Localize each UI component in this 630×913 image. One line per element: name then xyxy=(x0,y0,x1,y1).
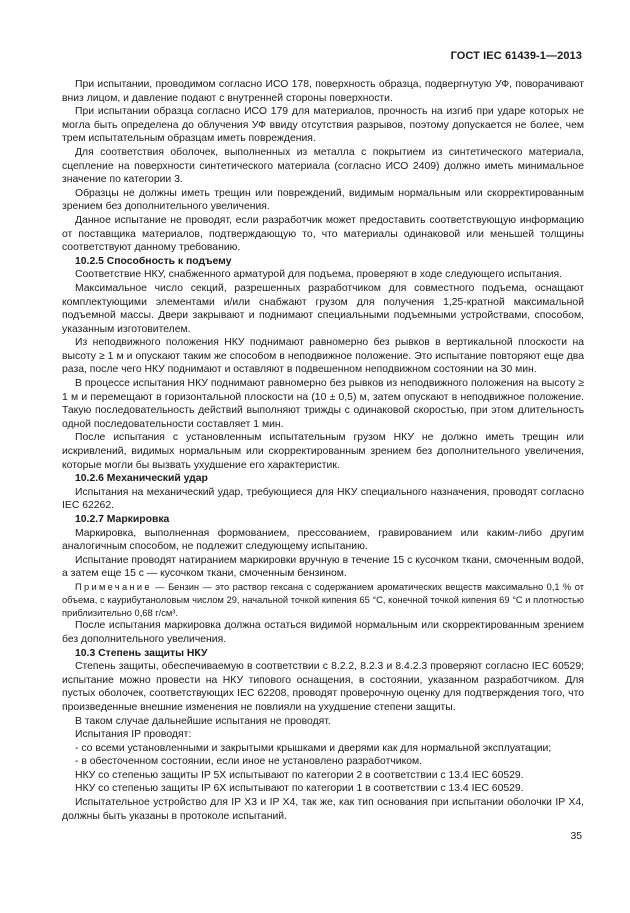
note xyxy=(62,581,584,619)
document-body xyxy=(62,78,584,823)
paragraph: НКУ со степенью защиты IP 6X испытывают по категории 1 в соответствии с 13.4 IEC 60529. xyxy=(75,783,524,795)
paragraph: НКУ со степенью защиты IP 5X испытывают по категории 2 в соответствии с 13.4 IEC 60529. xyxy=(75,769,524,781)
standard-header: ГОСТ IEC 61439-1—2013 xyxy=(450,50,582,62)
paragraph: Испытания IP проводят: xyxy=(75,729,192,741)
paragraph: Испытание проводят натиранием маркировки вручную в течение 15 с кусочком ткани, смоченным водой, а затем еще 15 с — кусочком ткани, смоченным бензином. xyxy=(62,554,584,580)
note-text: — Бензин — это раствор гексана с содержанием ароматических веществ максимально 0,1 % от объема, с каурибутаноловым числом 29, начальной точкой кипения 65 °С, конечной точкой кипения 69 °С и плотностью приблизительно 0,68 г/см³. xyxy=(62,581,584,618)
section-heading-10-2-5: 10.2.5 Способность к подъему xyxy=(75,255,232,267)
paragraph: Данное испытание не проводят, если разработчик может предоставить соответствующую информацию от поставщика материалов, подтверждающую то, что материалы одинаковой или меньшей толщины соответствуют данному требованию. xyxy=(62,214,584,254)
paragraph: В таком случае дальнейшие испытания не проводят. xyxy=(75,715,331,727)
list-item: - со всеми установленными и закрытыми крышками и дверями как для нормальной эксплуатации; xyxy=(75,742,552,754)
paragraph: Образцы не должны иметь трещин или повреждений, видимым нормальным или скорректированным зрением без дополнительного увеличения. xyxy=(62,187,584,213)
paragraph: После испытания маркировка должна остаться видимой нормальным или скорректированным зрением без дополнительного увеличения. xyxy=(62,620,584,645)
paragraph: Для соответствия оболочек, выполненных из металла с покрытием из синтетического материала, сцепление на поверхности синтетического материала (согласно ИСО 2409) должно иметь минимальное значение по категории 3. xyxy=(62,146,584,186)
note-label: Примечание xyxy=(75,581,152,592)
paragraph: Соответствие НКУ, снабженного арматурой для подъема, проверяют в ходе следующего испытания. xyxy=(75,269,563,281)
paragraph: Испытания на механический удар, требующиеся для НКУ специального назначения, проводят согласно IEC 62262. xyxy=(62,486,584,512)
paragraph: Из неподвижного положения НКУ поднимают равномерно без рывков в вертикальной плоскости на высоту ≥ 1 м и опускают таким же способом в неподвижное положение. Это испытание повторяют еще два раза, после чего НКУ поднимают и оставляют в подвешенном неподвижном состоянии на 30 мин. xyxy=(62,337,584,376)
paragraph: При испытании образца согласно ИСО 179 для материалов, прочность на изгиб при ударе которых не могла быть определена до облучения УФ ввиду отсутствия разрывов, поэтому допускается не более, чем трем испытательным образцам иметь повреждения. xyxy=(62,106,584,145)
section-heading-10-2-6: 10.2.6 Механический удар xyxy=(75,473,208,485)
section-heading-10-2-7: 10.2.7 Маркировка xyxy=(75,514,170,525)
paragraph: После испытания с установленным испытательным грузом НКУ не должно иметь трещин или искривлений, видимых нормальным или скорректированным зрением без дополнительного увеличения, которые могли бы вызвать ухудшение его характеристик. xyxy=(62,432,584,471)
paragraph: Маркировка, выполненная формованием, прессованием, гравированием или каким-либо другим аналогичным способом, не подлежит следующему испытанию. xyxy=(62,527,584,553)
paragraph: При испытании, проводимом согласно ИСО 178, поверхность образца, подвергнутую УФ, поворачивают вниз лицом, и давление подают с внутренней стороны поверхности. xyxy=(62,79,584,104)
page-number: 35 xyxy=(570,831,582,842)
section-heading-10-3: 10.3 Степень защиты НКУ xyxy=(75,647,208,659)
paragraph: Испытательное устройство для IP X3 и IP X4, так же, как тип основания при испытании оболочки IP X4, должны быть указаны в протоколе испытаний. xyxy=(62,797,584,822)
paragraph: Максимальное число секций, разрешенных разработчиком для совместного подъема, оснащают комплектующими элементами и/или снабжают грузом для получения 1,25-кратной максимальной подъемной массы. Двери закрывают и поднимают специальными подъемными устройствами, способом, указанным изготовителем. xyxy=(62,282,584,335)
paragraph: В процессе испытания НКУ поднимают равномерно без рывков из неподвижного положения на высоту ≥ 1 м и перемещают в горизонтальной плоскости на (10 ± 0,5) м, затем опускают в неподвижное положение. Такую последовательность действий выполняют трижды с одинаковой скоростью, при этом длительность одной последовательности составляет 1 мин. xyxy=(62,378,584,430)
paragraph: Степень защиты, обеспечиваемую в соответствии с 8.2.2, 8.2.3 и 8.4.2.3 проверяют согласно IEC 60529; испытание можно провести на НКУ типового оснащения, в состоянии, указанном разработчиком. Для пустых оболочек, соответствующих IEC 62208, проводят проверочную оценку для подтверждения того, что произведенные внешние изменения не повлияли на ухудшение степени защиты. xyxy=(62,661,584,713)
list-item: - в обесточенном состоянии, если иное не установлено разработчиком. xyxy=(75,756,423,768)
